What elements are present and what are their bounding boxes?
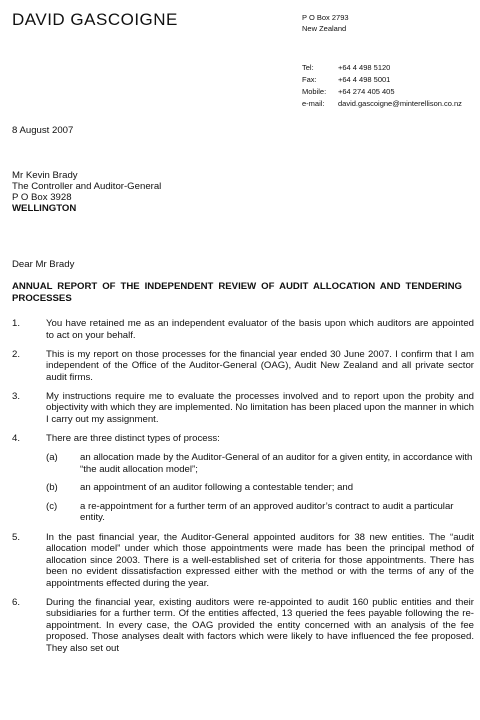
contact-value: +64 274 405 405 <box>338 87 395 96</box>
paragraph-number: 6. <box>12 596 21 608</box>
paragraph-number: 1. <box>12 318 21 329</box>
contact-fax <box>302 74 462 86</box>
recipient-name: Mr Kevin Brady <box>12 170 78 181</box>
recipient-city: WELLINGTON <box>12 203 77 214</box>
paragraph-text: In the past financial year, the Auditor-General appointed auditors for 38 new entities. The “audit allocation model” under which those appointments were made has been the principal method of allocation since 2003. There is a well-established set of criteria for those appointments. There has been no evident dissatisfaction expressed either with the method or with the terms of any of the appointments effected during the year. <box>46 531 474 589</box>
list-item-text: an allocation made by the Auditor-General of an auditor for a given entity, in accordance with “the audit allocation model”; <box>80 452 473 475</box>
paragraph-text: This is my report on those processes for the financial year ended 30 June 2007. I confirm that I am independent of the Office of the Auditor-General (OAG), Audit New Zealand and all private sector audit firms. <box>46 348 474 383</box>
list-item-text: an appointment of an auditor following a contestable tender; and <box>80 482 354 493</box>
paragraph-text: You have retained me as an independent evaluator of the basis upon which auditors are appointed to act on your behalf. <box>46 318 474 341</box>
paragraph <box>12 597 474 655</box>
contact-label: Mobile: <box>302 87 327 96</box>
paragraph-text: There are three distinct types of process: <box>46 432 220 444</box>
contact-value: +64 4 498 5120 <box>338 63 391 72</box>
recipient-po-box: P O Box 3928 <box>12 192 72 203</box>
paragraph <box>12 532 474 590</box>
list-item-label: (c) <box>46 500 58 512</box>
paragraph <box>12 391 474 426</box>
contact-label: Fax: <box>302 75 317 84</box>
sender-address-line: New Zealand <box>302 24 347 33</box>
contact-mobile <box>302 86 462 98</box>
list-item-label: (a) <box>46 452 58 463</box>
sender-address <box>302 12 349 34</box>
paragraph-text: During the financial year, existing auditors were re-appointed to audit 160 public entities and their subsidiaries for a further term. Of the entities affected, 13 queried the fees payable following the re-appointment. In every case, the OAG provided the entity concerned with an analysis of the fee proposed. Those analyses dealt with factors which were likely to have influenced the fee proposed. They also set out <box>46 596 474 654</box>
subject-heading: ANNUAL REPORT OF THE INDEPENDENT REVIEW OF AUDIT ALLOCATION AND TENDERING PROCESSES <box>12 281 462 304</box>
recipient-address <box>12 170 161 214</box>
recipient-title: The Controller and Auditor-General <box>12 181 162 192</box>
paragraph-number: 2. <box>12 348 21 360</box>
list-item <box>46 482 474 494</box>
contact-email <box>302 98 462 110</box>
contact-value: david.gascoigne@minterellison.co.nz <box>338 99 462 108</box>
contact-label: Tel: <box>302 63 314 72</box>
contact-label: e-mail: <box>302 99 325 108</box>
process-types-list <box>46 452 474 524</box>
paragraph <box>12 433 474 445</box>
contact-value: +64 4 498 5001 <box>338 75 391 84</box>
paragraph-number: 3. <box>12 390 21 402</box>
salutation: Dear Mr Brady <box>12 259 75 270</box>
letter-date: 8 August 2007 <box>12 125 74 136</box>
list-item-label: (b) <box>46 482 58 493</box>
sender-address-line: P O Box 2793 <box>302 13 349 22</box>
list-item <box>46 452 474 475</box>
paragraph-text: My instructions require me to evaluate the processes involved and to report upon the probity and objectivity with which they are implemented. No limitation has been placed upon the manner in which I carry out my assignment. <box>46 390 474 425</box>
list-item-text: a re-appointment for a further term of an approved auditor’s contract to audit a particular entity. <box>80 500 454 523</box>
paragraph <box>12 349 474 384</box>
letterhead-name: DAVID GASCOIGNE <box>12 10 178 29</box>
contact-details <box>302 62 462 110</box>
paragraph-number: 4. <box>12 432 21 444</box>
contact-tel <box>302 62 462 74</box>
list-item <box>46 501 474 524</box>
letter-body <box>12 318 474 662</box>
paragraph <box>12 318 474 341</box>
paragraph-number: 5. <box>12 531 21 543</box>
